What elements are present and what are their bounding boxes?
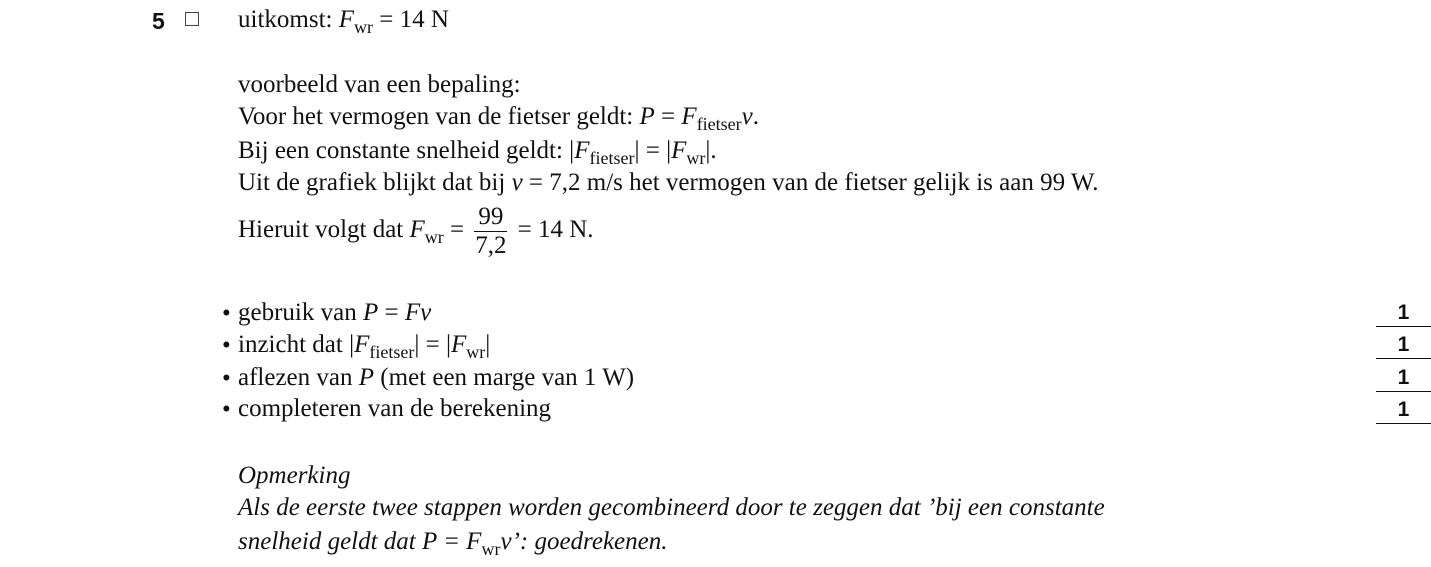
criterion-bullet: • — [222, 300, 231, 327]
example-line-1: Voor het vermogen van de fietser geldt: $P = F_{fietser}v$. — [238, 103, 760, 134]
criterion-score: 1 — [1376, 332, 1431, 359]
fraction: $\frac{99}{7,2}$ — [475, 203, 507, 259]
question-checkbox[interactable] — [185, 12, 199, 26]
remark-line-1: Als de eerste twee stappen worden gecombineerd door te zeggen dat ’bij een constante — [238, 494, 1105, 521]
criterion-bullet: • — [222, 332, 231, 359]
example-line-4: Hieruit volgt dat $F_{wr}$ = $\frac{99}{7,2}$ = 14 N. — [238, 203, 594, 259]
criterion-2: inzicht dat $|F_{fietser}| = |F_{wr}|$ — [238, 331, 491, 362]
question-number: 5 — [152, 8, 165, 34]
outcome-line: uitkomst: $F_{wr} = 14$ N — [238, 6, 449, 37]
example-heading: voorbeeld van een bepaling: — [238, 71, 521, 98]
criterion-bullet: • — [222, 365, 231, 392]
example-line-3: Uit de grafiek blijkt dat bij v = 7,2 m/s het vermogen van de fietser gelijk is aan 99 W. — [238, 169, 1099, 196]
criterion-bullet: • — [222, 396, 231, 423]
criterion-score: 1 — [1376, 365, 1431, 392]
criterion-4: completeren van de berekening — [238, 395, 552, 422]
remark-heading: Opmerking — [238, 462, 351, 489]
criterion-score: 1 — [1376, 300, 1431, 327]
criterion-3: aflezen van P (met een marge van 1 W) — [238, 364, 635, 391]
example-line-2: Bij een constante snelheid geldt: $|F_{fietser}| = |F_{wr}|$. — [238, 137, 717, 168]
criterion-score: 1 — [1376, 397, 1431, 424]
remark-line-2: snelheid geldt dat $P = F_{wr}v$’: goedrekenen. — [238, 528, 668, 559]
criterion-1: gebruik van P = Fv — [238, 299, 432, 326]
